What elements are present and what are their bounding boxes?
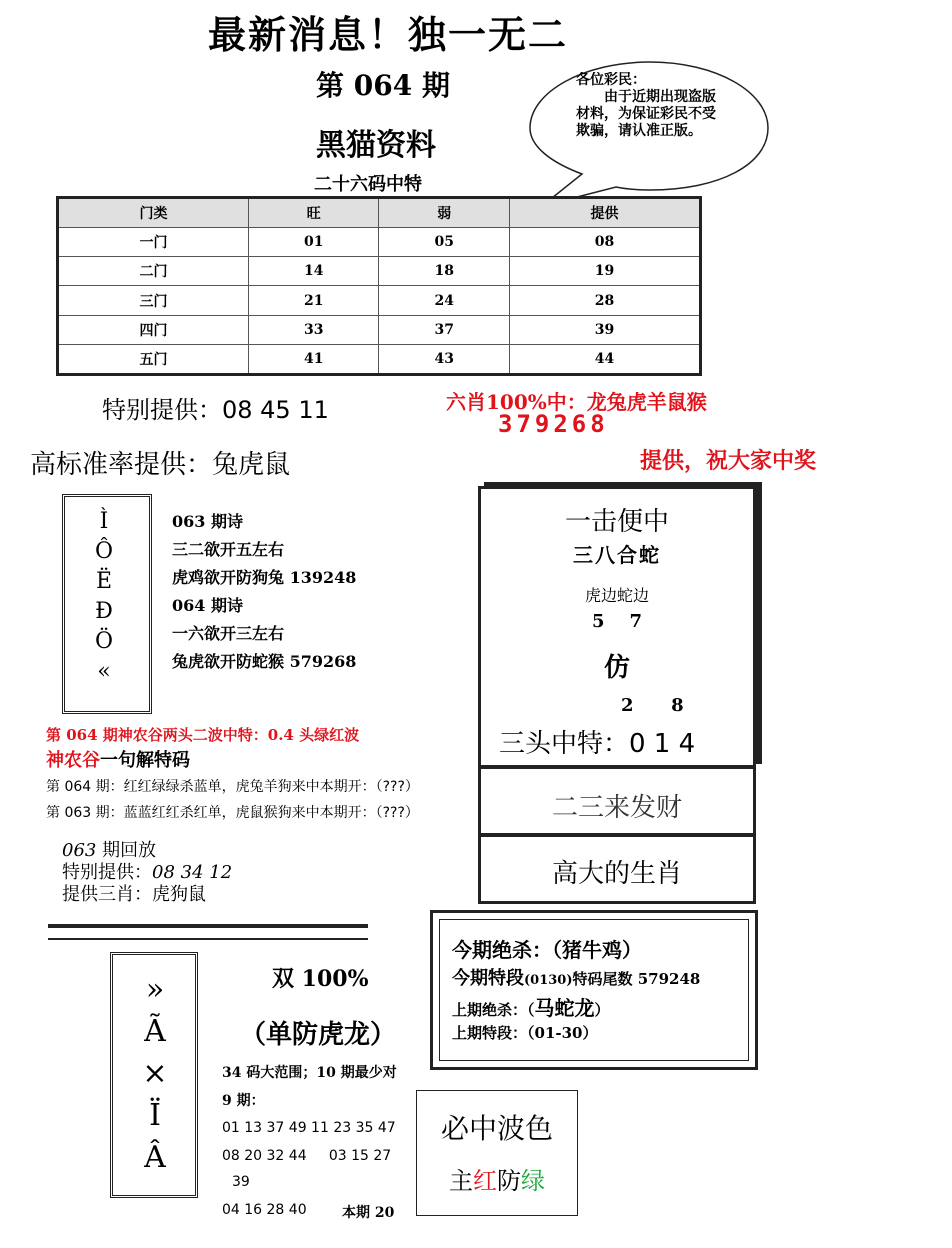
table-row — [58, 257, 701, 286]
poem-glyph: Ô — [94, 539, 114, 564]
left-glyph-box — [110, 952, 198, 1198]
table-header-row — [58, 198, 701, 228]
six-zodiac-line: 六肖100%中：龙兔虎羊鼠猴 — [446, 390, 707, 414]
table-cell: 二门 — [58, 257, 249, 286]
replay-issue-num: 063 — [62, 840, 97, 861]
poem-glyph: Ì — [99, 509, 109, 534]
bubble-text — [576, 72, 726, 152]
subtitle: 黑猫资料 — [316, 128, 436, 163]
shennong-red: 神农谷 — [46, 750, 100, 771]
number-table — [56, 196, 702, 376]
kill-line-3 — [452, 992, 610, 1021]
hit-box — [478, 486, 756, 768]
replay-special-label: 特别提供： — [62, 862, 152, 883]
wave-main: 主 — [449, 1167, 473, 1195]
table-cell: 五门 — [58, 344, 249, 374]
range-line-2: 9 期： — [222, 1093, 265, 1109]
range-row: 04 16 28 40 — [222, 1202, 307, 1218]
poem-line: 一六欲开三左右 — [172, 624, 285, 643]
kill-line-2 — [452, 964, 700, 990]
wave-title: 必中波色 — [440, 1112, 553, 1145]
kill-line-2a: 今期特段 — [452, 968, 524, 989]
poem-glyph: Ö — [94, 629, 114, 654]
wave-box — [416, 1090, 578, 1216]
hit-hint: 虎边蛇边 — [584, 586, 649, 605]
replay-issue-label: 期回放 — [102, 840, 157, 861]
range-row: 01 13 37 49 11 23 35 47 — [222, 1120, 396, 1136]
table-caption: 二十六码中特 — [314, 174, 422, 195]
table-cell: 05 — [379, 228, 509, 257]
hit-nums-2: 2 8 — [621, 695, 684, 716]
replay-three-value: 虎狗鼠 — [152, 884, 206, 905]
range-line-1: 34 码大范围；10 期最少对 — [222, 1065, 397, 1081]
table-cell: 44 — [509, 344, 700, 374]
hit-fang: 仿 — [603, 653, 630, 683]
table-cell: 41 — [249, 344, 379, 374]
replay-three-label: 提供三肖： — [62, 884, 152, 905]
hit-nums-1: 5 7 — [591, 611, 643, 632]
table-cell: 24 — [379, 286, 509, 315]
kill-line-3a: 上期绝杀：（ — [452, 1001, 535, 1019]
left-glyph: × — [142, 1056, 168, 1091]
six-zodiac-numbers: 379268 — [498, 410, 609, 438]
table-cell: 19 — [509, 257, 700, 286]
left-glyph: » — [145, 972, 165, 1007]
table-cell: 43 — [379, 344, 509, 374]
kill-line-1: 今期绝杀：（猪牛鸡） — [452, 938, 642, 962]
table-row — [58, 228, 701, 257]
table-cell: 08 — [509, 228, 700, 257]
table-cell: 21 — [249, 286, 379, 315]
table-cell: 01 — [249, 228, 379, 257]
table-header: 提供 — [509, 198, 700, 228]
table-row — [58, 286, 701, 315]
issue-064-hint: 第 064 期：红红绿绿杀蓝单，虎兔羊狗来中本期开：（???） — [46, 779, 419, 795]
left-glyph: Â — [144, 1140, 166, 1175]
poem-glyph-box — [62, 494, 152, 714]
good-luck-line: 提供，祝大家中奖 — [640, 448, 817, 474]
double-100: 双 100% — [272, 966, 369, 992]
three-heads: 三头中特：0 1 4 — [499, 729, 696, 759]
left-glyph: Ï — [149, 1098, 161, 1133]
issue-number: 第 064 期 — [316, 69, 450, 102]
divider — [48, 924, 368, 940]
poem-glyph: « — [97, 659, 111, 684]
fortune-text: 二三来发财 — [551, 793, 682, 823]
left-glyph: Ã — [144, 1014, 166, 1049]
table-header: 门类 — [58, 198, 249, 228]
current-issue-note: 本期 20 — [342, 1205, 395, 1221]
high-precision-line: 高标准率提供：兔虎鼠 — [30, 450, 291, 480]
poem-line: 063 期诗 — [172, 512, 243, 531]
kill-line-2c: 特码尾数 579248 — [572, 970, 701, 988]
issue-063-hint: 第 063 期：蓝蓝红红杀红单，虎鼠猴狗来中本期开：（???） — [46, 805, 419, 821]
table-header: 旺 — [249, 198, 379, 228]
poem-line: 虎鸡欲开防狗兔 139248 — [172, 568, 357, 587]
poems — [172, 508, 356, 676]
table-cell: 一门 — [58, 228, 249, 257]
kill-line-4: 上期特段：（01-30） — [452, 1024, 598, 1042]
range-row: 08 20 32 44 03 15 27 — [222, 1148, 392, 1164]
poem-line: 064 期诗 — [172, 596, 243, 615]
guard-tiger-dragon: （单防虎龙） — [240, 1020, 397, 1050]
hit-sub: 三八合蛇 — [573, 543, 661, 567]
special-offer: 特别提供：08 45 11 — [102, 396, 329, 424]
table-cell: 14 — [249, 257, 379, 286]
kill-line-2b: (0130) — [524, 973, 573, 988]
table-cell: 28 — [509, 286, 700, 315]
table-cell: 37 — [379, 315, 509, 344]
kill-box-inner — [439, 919, 749, 1061]
shennong-black: 一句解特码 — [100, 750, 190, 771]
kill-line-3c: ） — [594, 1001, 610, 1019]
table-cell: 33 — [249, 315, 379, 344]
wave-green: 绿 — [521, 1167, 545, 1195]
kill-box — [430, 910, 758, 1070]
headline: 最新消息！独一无二 — [208, 12, 569, 57]
kill-line-3b: 马蛇龙 — [534, 996, 595, 1020]
wave-text — [417, 1161, 577, 1196]
table-row — [58, 344, 701, 374]
shennong-heading — [46, 746, 190, 772]
zodiac-box — [478, 834, 756, 904]
bubble-body: 由于近期出现盗版材料，为保证彩民不受欺骗，请认准正版。 — [576, 89, 716, 139]
poem-glyph: Ë — [95, 569, 113, 594]
table-cell: 18 — [379, 257, 509, 286]
fortune-box — [478, 766, 756, 836]
table-cell: 四门 — [58, 315, 249, 344]
table-row — [58, 315, 701, 344]
wave-guard: 防 — [497, 1167, 521, 1195]
replay-block — [62, 840, 232, 906]
zodiac-text: 高大的生肖 — [551, 859, 682, 889]
poem-glyph: Ð — [95, 599, 113, 624]
poem-line: 三二欲开五左右 — [172, 540, 285, 559]
table-header: 弱 — [379, 198, 509, 228]
hit-title: 一击便中 — [564, 507, 669, 537]
table-cell: 三门 — [58, 286, 249, 315]
wave-red: 红 — [473, 1167, 497, 1195]
bubble-greeting: 各位彩民： — [576, 72, 646, 88]
range-row: 39 — [232, 1174, 250, 1190]
two-wave-line: 第 064 期神农谷两头二波中特：0.4 头绿红波 — [46, 726, 360, 744]
table-cell: 39 — [509, 315, 700, 344]
replay-special-nums: 08 34 12 — [152, 862, 233, 883]
poem-line: 兔虎欲开防蛇猴 579268 — [172, 652, 357, 671]
